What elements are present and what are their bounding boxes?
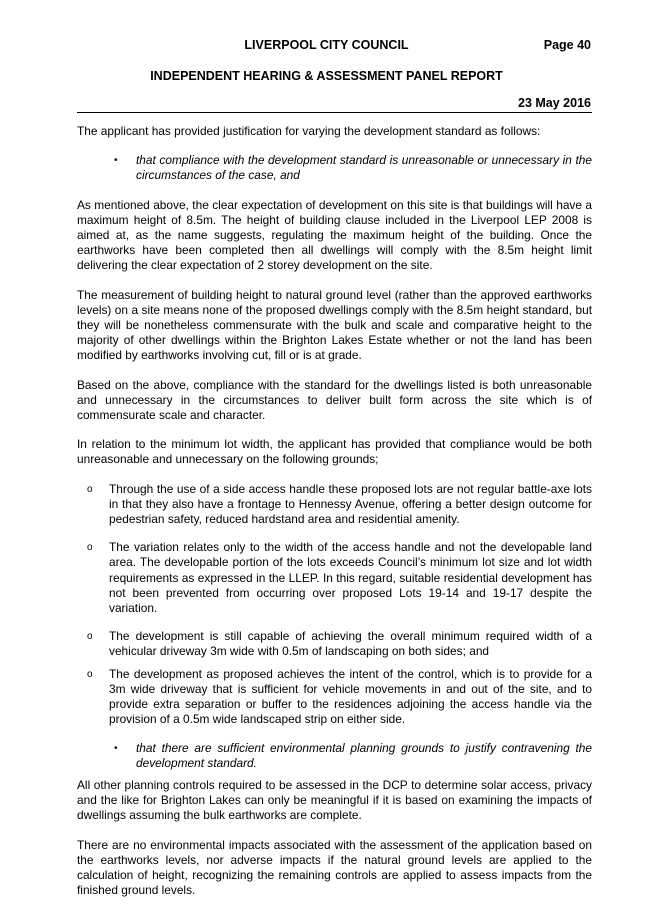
bullet-item [77,741,592,771]
sub-marker: o [87,668,93,680]
report-title: INDEPENDENT HEARING & ASSESSMENT PANEL REPORT [150,69,503,83]
paragraph: All other planning controls required to be assessed in the DCP to determine solar access, privacy and the like for Brighton Lakes can only be meaningful if it is based on examining the impacts of dwellings assuming the bulk earthworks are complete. [77,777,592,823]
sub-marker: o [87,542,93,554]
bullet-text: that compliance with the development standard is unreasonable or unnecessary in the circumstances of the case, and [136,153,592,183]
sub-list-item [77,482,592,528]
paragraph: As mentioned above, the clear expectation of development on this site is that buildings will have a maximum height of 8.5m. The height of building clause included in the Liverpool LEP 2008 is aimed at, as the name suggests, regulating the maximum height of the building. Once the earthworks have been completed then all dwellings will comply with the 8.5m height limit delivering the clear expectation of 2 storey development on the site. [77,197,592,273]
sub-text: The variation relates only to the width of the access handle and not the developable land area. The developable portion of the lots exceeds Council’s minimum lot size and lot width requirements as expressed in the LLEP. In this regard, suitable residential development has not been prevented from occurring over proposed Lots 19-14 and 19-17 despite the variation. [109,540,592,616]
sub-text: The development as proposed achieves the intent of the control, which is to provide for a 3m wide driveway that is sufficient for vehicle movements in and out of the site, and to provide extra separation or buffer to the residences adjoining the access handle via the provision of a 0.5m wide landscaped strip on either side. [109,666,592,727]
paragraph: The measurement of building height to natural ground level (rather than the approved earthworks levels) on a site means none of the proposed dwellings comply with the 8.5m height standard, but they will be nonetheless commensurate with the bulk and scale and comparative height to the majority of other dwellings within the Brighton Lakes Estate whether or not the land has been modified by earthworks involving cut, fill or is at grade. [77,287,592,363]
paragraph: In relation to the minimum lot width, the applicant has provided that compliance would be both unreasonable and unnecessary on the following grounds; [77,437,592,467]
sub-marker: o [87,483,93,495]
bullet-item [77,153,592,183]
sub-text: The development is still capable of achieving the overall minimum required width of a vehicular driveway 3m wide with 0.5m of landscaping on both sides; and [109,629,592,659]
header-line [0,38,653,54]
paragraph: There are no environmental impacts associated with the assessment of the application based on the earthworks levels, nor adverse impacts if the natural ground levels are applied to the calculation of height, recognizing the remaining controls are applied to assess impacts from the finished ground levels. [77,837,592,898]
report-body [77,124,592,912]
header-divider [77,112,592,113]
page-number: Page 40 [543,38,591,52]
bullet-marker: • [114,742,118,754]
paragraph: Based on the above, compliance with the standard for the dwellings listed is both unreasonable and unnecessary in the circumstances to deliver built form across the site which is of commensurate scale and character. [77,377,592,423]
intro-paragraph: The applicant has provided justification for varying the development standard as follows: [77,124,541,138]
council-name: LIVERPOOL CITY COUNCIL [244,38,409,52]
sub-marker: o [87,631,93,643]
sub-list-item [77,629,592,659]
sub-list-item [77,540,592,616]
report-date: 23 May 2016 [518,96,591,110]
bullet-marker: • [114,155,118,167]
bullet-text: that there are sufficient environmental planning grounds to justify contravening the development standard. [136,740,592,770]
sub-list-item [77,667,592,728]
sub-text: Through the use of a side access handle these proposed lots are not regular battle-axe lots in that they also have a frontage to Hennessy Avenue, offering a better design outcome for pedestrian safety, reduced hardstand area and residential amenity. [109,481,592,527]
